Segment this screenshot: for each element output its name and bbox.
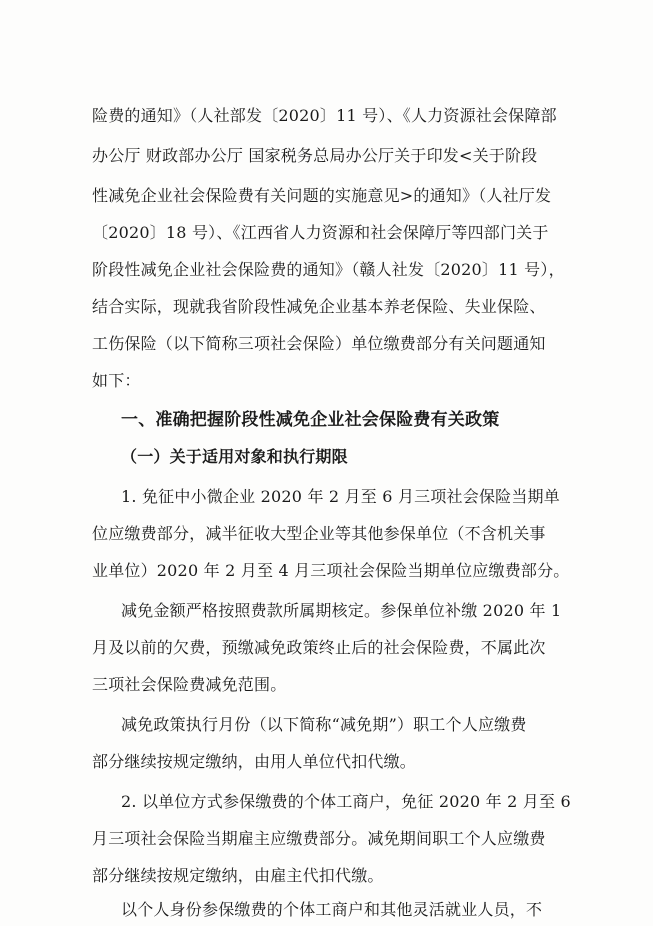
intro-line-3: 性减免企业社会保险费有关问题的实施意见>的通知》（人社厅发 <box>92 186 552 205</box>
intro-line-4: 〔2020〕18 号）、《江西省人力资源和社会保障厅等四部门关于 <box>92 223 549 242</box>
last-line-1: 以个人身份参保缴费的个体工商户和其他灵活就业人员，不 <box>121 900 543 919</box>
intro-line-2: 办公厅 财政部办公厅 国家税务总局办公厅关于印发<关于阶段 <box>92 146 538 165</box>
amount-line-3: 三项社会保险费减免范围。 <box>92 675 287 694</box>
item2-line-2: 月三项社会保险当期雇主应缴费部分。减免期间职工个人应缴费 <box>92 829 546 848</box>
item1-line-3: 业单位）2020 年 2 月至 4 月三项社会保险当期单位应缴费部分。 <box>92 561 570 580</box>
item2-line-1: 2. 以单位方式参保缴费的个体工商户，免征 2020 年 2 月至 6 <box>121 792 571 811</box>
period-line-2: 部分继续按规定缴纳，由用人单位代扣代缴。 <box>92 752 417 771</box>
intro-line-5: 阶段性减免企业社会保险费的通知》（赣人社发〔2020〕11 号）， <box>92 260 565 279</box>
amount-line-1: 减免金额严格按照费款所属期核定。参保单位补缴 2020 年 1 <box>121 601 562 620</box>
intro-line-7: 工伤保险（以下简称三项社会保险）单位缴费部分有关问题通知 <box>92 334 546 353</box>
section-heading: 一、准确把握阶段性减免企业社会保险费有关政策 <box>121 410 500 430</box>
item2-line-3: 部分继续按规定缴纳，由雇主代扣代缴。 <box>92 866 384 885</box>
period-line-1: 减免政策执行月份（以下简称“减免期”）职工个人应缴费 <box>121 715 527 734</box>
intro-line-1: 险费的通知》（人社部发〔2020〕11 号）、《人力资源社会保障部 <box>92 106 557 125</box>
subsection-heading: （一）关于适用对象和执行期限 <box>121 447 348 466</box>
intro-line-6: 结合实际，现就我省阶段性减免企业基本养老保险、失业保险、 <box>92 297 546 316</box>
amount-line-2: 月及以前的欠费，预缴减免政策终止后的社会保险费，不属此次 <box>92 638 546 657</box>
item1-line-1: 1. 免征中小微企业 2020 年 2 月至 6 月三项社会保险当期单 <box>121 487 560 506</box>
intro-line-8: 如下： <box>92 371 141 390</box>
item1-line-2: 位应缴费部分，减半征收大型企业等其他参保单位（不含机关事 <box>92 524 546 543</box>
